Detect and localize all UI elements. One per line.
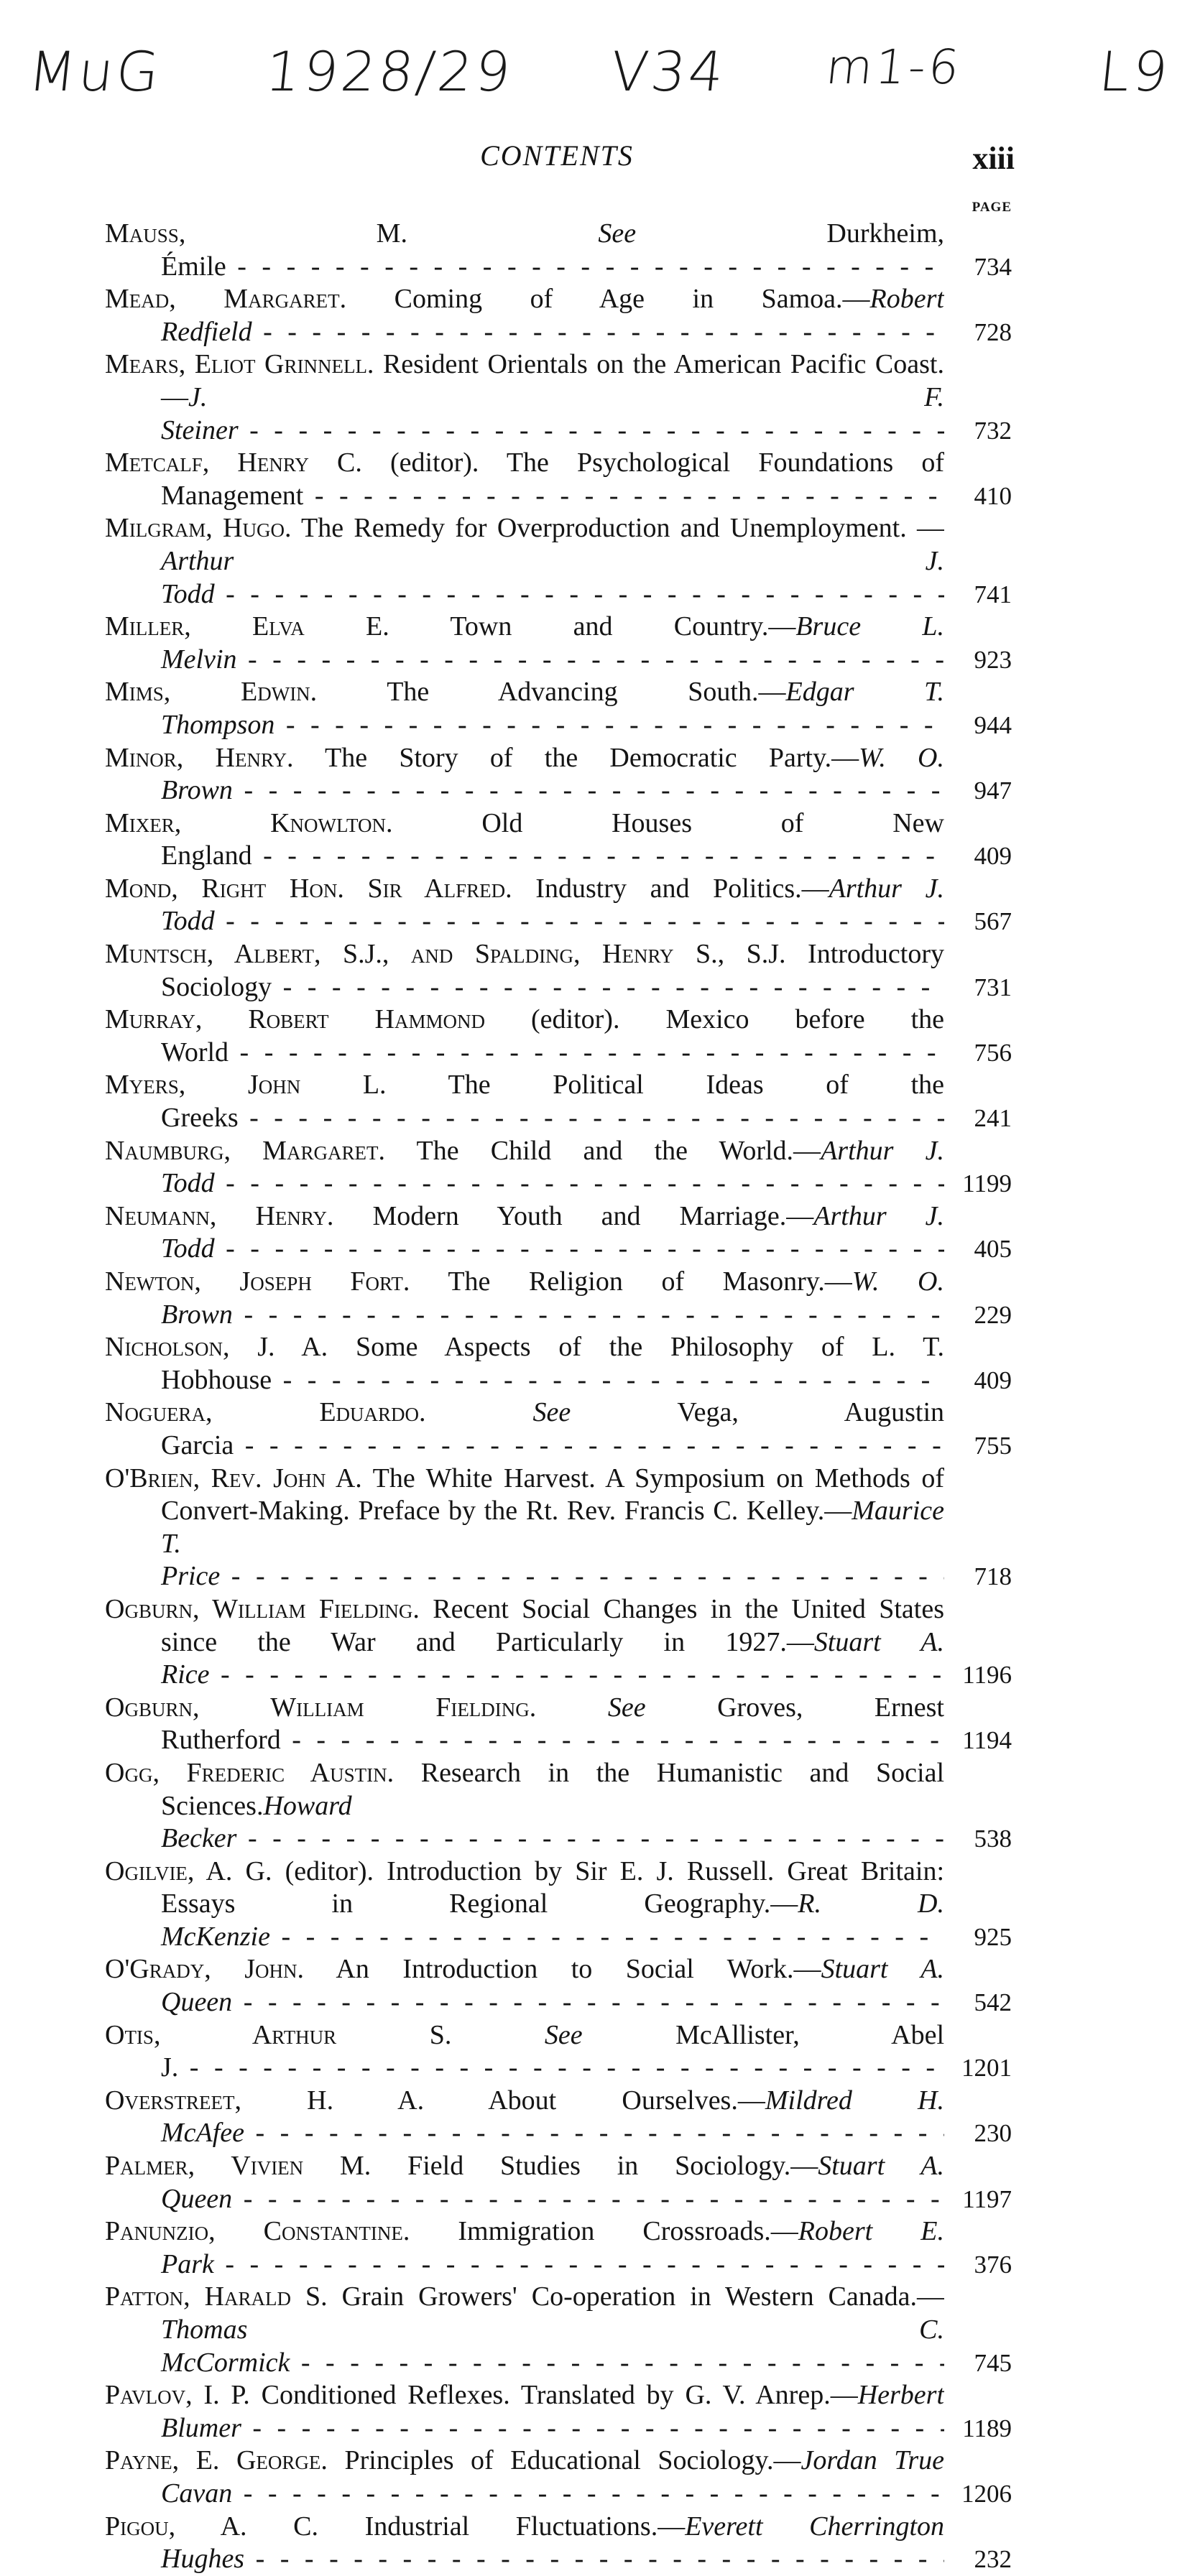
entry-reviewer: R. D. McKenzie - - - — [161, 1889, 944, 1952]
entry-title: Vega, Augustin Garcia - - - — [161, 1397, 944, 1460]
toc-entry — [105, 873, 1012, 938]
entry-author: Noguera, Eduardo. — [105, 1397, 426, 1428]
entry-reviewer: Everett Cherrington Hughes - - - — [161, 2511, 944, 2575]
entry-reviewer: W. O. Brown - - - — [161, 743, 944, 806]
entry-author: Ogilvie, A. G. — [105, 1855, 272, 1886]
toc-entry — [105, 2215, 1012, 2281]
entry-author: Murray, Robert Hammond — [105, 1004, 485, 1035]
entry-title: Immigration Crossroads.— — [410, 2216, 798, 2247]
toc-entry — [105, 1266, 1012, 1331]
entry-title: Some Aspects of the Philosophy of L. T. Hobhouse - - - — [161, 1332, 944, 1395]
entry-author: Payne, E. George. — [105, 2445, 328, 2476]
entry-page-number: 745 — [944, 2347, 1012, 2380]
entry-see-reference: See — [598, 218, 637, 249]
entry-title: Field Studies in Sociology.— — [371, 2151, 818, 2182]
entry-page-number: 409 — [944, 840, 1012, 873]
entry-title: Coming of Age in Samoa.— — [346, 284, 870, 315]
toc-entry-text — [105, 2511, 944, 2576]
entry-title: The Remedy for Overproduction and Unemployment. — — [291, 513, 944, 544]
toc-entry-text — [105, 1593, 944, 1692]
entry-author: Naumburg, Margaret. — [105, 1135, 385, 1166]
entry-page-number: 230 — [944, 2117, 1012, 2150]
entry-reviewer: Jordan True Cavan - - - — [161, 2445, 944, 2508]
entry-page-number: 755 — [944, 1430, 1012, 1463]
toc-entry — [105, 2085, 1012, 2150]
entry-reviewer: Mildred H. McAfee - - - — [161, 2085, 944, 2149]
entry-title: Modern Youth and Marriage.— — [333, 1200, 814, 1231]
entry-author: O'Brien, Rev. John A. — [105, 1463, 362, 1493]
toc-entry-text — [105, 1692, 944, 1757]
entry-page-number: 756 — [944, 1037, 1012, 1070]
toc-entry-text — [105, 1855, 944, 1954]
entry-author: Palmer, Vivien M. — [105, 2151, 372, 2182]
toc-entry — [105, 1004, 1012, 1069]
entry-page-number: 241 — [944, 1102, 1012, 1135]
entry-title: Resident Orientals on the American Pacific Coast.— — [161, 349, 944, 412]
toc-entry-text — [105, 938, 944, 1004]
entry-author: Newton, Joseph Fort. — [105, 1266, 410, 1297]
toc-entry — [105, 1463, 1012, 1593]
entry-page-number: 1206 — [944, 2478, 1012, 2511]
entry-title: McAllister, Abel J. - - - — [161, 2020, 944, 2083]
entry-title: Town and Country.— — [389, 611, 796, 642]
toc-entry — [105, 676, 1012, 741]
entry-page-number: 1189 — [944, 2412, 1012, 2445]
toc-entry-text — [105, 2085, 944, 2150]
toc-entry — [105, 1135, 1012, 1200]
toc-entry-text — [105, 1069, 944, 1134]
entry-page-number: 1199 — [944, 1167, 1012, 1200]
entry-author: Mears, Eliot Grinnell. — [105, 349, 374, 380]
entry-reviewer: Howard Becker - - - — [161, 1791, 944, 1854]
entry-title: Old Houses of New England - - - — [161, 808, 944, 871]
entry-reviewer: Robert E. Park - - - — [161, 2216, 944, 2279]
toc-entry-text — [105, 873, 944, 938]
toc-entry-text — [105, 611, 944, 676]
entry-see-reference: See — [607, 1692, 646, 1723]
entry-page-number: 741 — [944, 578, 1012, 611]
page-column-label: PAGE — [972, 200, 1012, 215]
entry-reviewer: Herbert Blumer - - - — [161, 2380, 944, 2443]
toc-entry — [105, 1757, 1012, 1855]
entry-reviewer: Arthur J. Todd - - - — [161, 546, 944, 609]
entry-author: Ogburn, William Fielding. — [105, 1593, 420, 1624]
toc-entry — [105, 742, 1012, 807]
entry-title: Industry and Politics.— — [512, 873, 829, 904]
handwritten-note: 1928/29 — [262, 40, 517, 103]
toc-entry — [105, 1069, 1012, 1134]
entry-reviewer: Stuart A. Rice - - - — [161, 1627, 944, 1690]
entry-reviewer: W. O. Brown - - - — [161, 1266, 944, 1330]
entry-reviewer: Bruce L. Melvin - - - — [161, 611, 944, 675]
entry-reviewer: J. F. Steiner - - - — [161, 382, 944, 445]
entry-title: The White Harvest. A Symposium on Methods of Convert-Making. Preface by the Rt. Rev. Francis C. Kelley.— — [161, 1463, 944, 1526]
entry-author: Pigou, A. C. — [105, 2511, 318, 2542]
handwritten-note: MuG — [25, 40, 165, 103]
toc-entry — [105, 2281, 1012, 2379]
entry-page-number: 925 — [944, 1921, 1012, 1954]
entry-title: Conditioned Reflexes. Translated by G. V. Anrep.— — [249, 2380, 858, 2411]
entry-author: Neumann, Henry. — [105, 1200, 334, 1231]
entry-page-number: 732 — [944, 414, 1012, 448]
toc-entry — [105, 348, 1012, 447]
toc-entry-text — [105, 1331, 944, 1396]
entry-author: Nicholson, J. A. — [105, 1332, 328, 1363]
entry-reviewer: Stuart A. Queen - - - — [161, 1954, 944, 2017]
entry-page-number: 229 — [944, 1299, 1012, 1332]
entry-title: The Political Ideas of the Greeks - - - — [161, 1070, 944, 1133]
toc-entry-text — [105, 447, 944, 512]
toc-entry-text — [105, 1953, 944, 2019]
entry-author: Ogburn, William Fielding. — [105, 1692, 537, 1723]
entry-author: Minor, Henry. — [105, 742, 294, 773]
entry-page-number: 232 — [944, 2543, 1012, 2576]
entry-page-number: 734 — [944, 251, 1012, 284]
entry-title: (editor). Mexico before the World - - - — [161, 1004, 944, 1067]
toc-entry — [105, 1953, 1012, 2019]
entry-title: The Advancing South.— — [317, 677, 786, 708]
toc-entry-text — [105, 676, 944, 741]
entry-title: The Religion of Masonry.— — [410, 1266, 852, 1297]
entry-page-number: 731 — [944, 971, 1012, 1004]
entry-author: Mixer, Knowlton. — [105, 807, 393, 838]
toc-entry-text — [105, 1135, 944, 1200]
toc-entry — [105, 2019, 1012, 2085]
entry-page-number: 1196 — [944, 1659, 1012, 1692]
entry-author: Muntsch, Albert, S.J., and Spalding, Henry S., S.J. — [105, 939, 786, 970]
toc-entry — [105, 1396, 1012, 1462]
toc-entry — [105, 2150, 1012, 2215]
entry-author: Metcalf, Henry C. — [105, 448, 362, 478]
entry-page-number: 947 — [944, 774, 1012, 807]
toc-entry — [105, 2379, 1012, 2445]
toc-entry — [105, 447, 1012, 512]
entry-title: Grain Growers' Co-operation in Western Canada.— — [327, 2281, 944, 2312]
toc-entry-text — [105, 1200, 944, 1266]
toc-entry-text — [105, 2281, 944, 2379]
entry-page-number: 409 — [944, 1364, 1012, 1397]
page-header — [101, 133, 1013, 183]
entry-page-number: 923 — [944, 644, 1012, 677]
entry-page-number: 410 — [944, 480, 1012, 513]
entry-page-number: 1197 — [944, 2183, 1012, 2216]
entry-page-number: 1194 — [944, 1724, 1012, 1757]
entry-reviewer: Maurice T. Price - - - — [161, 1496, 944, 1591]
entry-author: Otis, Arthur S. — [105, 2019, 452, 2050]
toc-entry-text — [105, 2150, 944, 2215]
entry-title: The Story of the Democratic Party.— — [293, 742, 859, 773]
entry-author: Overstreet, H. A. — [105, 2085, 425, 2116]
entry-page-number: 542 — [944, 1986, 1012, 2019]
toc-entry-text — [105, 1463, 944, 1593]
toc-entry — [105, 1593, 1012, 1692]
entry-author: Pavlov, I. P. — [105, 2380, 250, 2411]
entry-title: Research in the Humanistic and Social Sciences. — [161, 1757, 944, 1821]
entry-reviewer: Stuart A. Queen - - - — [161, 2151, 944, 2214]
entry-author: Myers, John L. — [105, 1070, 387, 1101]
entry-see-reference: See — [532, 1397, 571, 1428]
toc-entry-text — [105, 512, 944, 611]
entry-title: About Ourselves.— — [424, 2085, 765, 2116]
toc-entry — [105, 1692, 1012, 1757]
entry-reviewer: Arthur J. Todd - - - — [161, 874, 944, 937]
entry-title: Introductory Sociology - - - — [161, 939, 944, 1002]
toc-entry — [105, 938, 1012, 1004]
entry-reviewer: Edgar T. Thompson - - - — [161, 677, 944, 740]
entry-reviewer: Thomas C. McCormick - - - — [161, 2315, 944, 2378]
entry-see-reference: See — [544, 2019, 583, 2050]
handwritten-note: m1-6 — [823, 40, 965, 95]
toc-entry-text — [105, 2379, 944, 2445]
toc-entry-text — [105, 1266, 944, 1331]
entry-page-number: 1201 — [944, 2052, 1012, 2085]
entry-title: Groves, Ernest Rutherford - - - — [161, 1692, 944, 1756]
entry-title: Recent Social Changes in the United States since the War and Particularly in 1927.— — [161, 1593, 944, 1657]
handwritten-note: V34 — [607, 40, 730, 103]
entry-author: Mond, Right Hon. Sir Alfred. — [105, 873, 512, 904]
toc-entry — [105, 283, 1012, 348]
entry-title: Principles of Educational Sociology.— — [327, 2445, 801, 2476]
running-title: CONTENTS — [480, 139, 634, 172]
toc-entry-text — [105, 1396, 944, 1462]
toc-entry-text — [105, 283, 944, 348]
toc-entry — [105, 1331, 1012, 1396]
toc-entry-text — [105, 807, 944, 873]
toc-entry — [105, 218, 1012, 283]
toc-entry-text — [105, 2445, 944, 2510]
entry-page-number: 376 — [944, 2248, 1012, 2281]
toc-entry — [105, 1200, 1012, 1266]
entry-title: An Introduction to Social Work.— — [304, 1954, 821, 1985]
entry-author: Miller, Elva E. — [105, 611, 389, 642]
toc-entry — [105, 512, 1012, 611]
entry-reviewer: Arthur J. Todd - - - — [161, 1201, 944, 1264]
toc-entry-text — [105, 742, 944, 807]
entry-title: (editor). The Psychological Foundations of Management - - - — [161, 448, 944, 511]
entry-author: O'Grady, John. — [105, 1954, 305, 1985]
entry-title: (editor). Introduction by Sir E. J. Russell. Great Britain: Essays in Regional Geography.— — [161, 1855, 944, 1919]
entry-author: Ogg, Frederic Austin. — [105, 1757, 395, 1788]
toc-entry-text — [105, 218, 944, 283]
toc-entry — [105, 2445, 1012, 2510]
toc-entry — [105, 611, 1012, 676]
entry-author: Patton, Harald S. — [105, 2281, 328, 2312]
handwritten-note: L9 — [1096, 40, 1174, 103]
entry-page-number: 728 — [944, 316, 1012, 349]
page-number: xiii — [972, 141, 1015, 176]
entry-page-number: 944 — [944, 709, 1012, 742]
entry-page-number: 538 — [944, 1822, 1012, 1855]
entry-title: Industrial Fluctuations.— — [318, 2511, 686, 2542]
toc-entry-text — [105, 1757, 944, 1855]
entry-title: The Child and the World.— — [384, 1135, 821, 1166]
contents-list — [105, 198, 1012, 2576]
entry-page-number: 567 — [944, 905, 1012, 938]
entry-title: Durkheim, Émile - - - — [161, 218, 944, 282]
entry-author: Mead, Margaret. — [105, 284, 347, 315]
entry-reviewer: Robert Redfield - - - — [161, 284, 944, 347]
handwritten-annotation — [25, 40, 1174, 119]
entry-page-number: 405 — [944, 1233, 1012, 1266]
toc-entry-text — [105, 2215, 944, 2281]
toc-entry-text — [105, 348, 944, 447]
toc-entry-text — [105, 1004, 944, 1069]
entry-author: Panunzio, Constantine. — [105, 2216, 410, 2247]
toc-entry-text — [105, 2019, 944, 2085]
toc-entry — [105, 1855, 1012, 1954]
toc-entry — [105, 2511, 1012, 2576]
entry-author: Mauss, M. — [105, 218, 407, 249]
entry-reviewer: Arthur J. Todd - - - — [161, 1136, 944, 1199]
entry-page-number: 718 — [944, 1560, 1012, 1593]
toc-entry — [105, 807, 1012, 873]
entry-author: Mims, Edwin. — [105, 677, 318, 708]
entry-author: Milgram, Hugo. — [105, 513, 292, 544]
